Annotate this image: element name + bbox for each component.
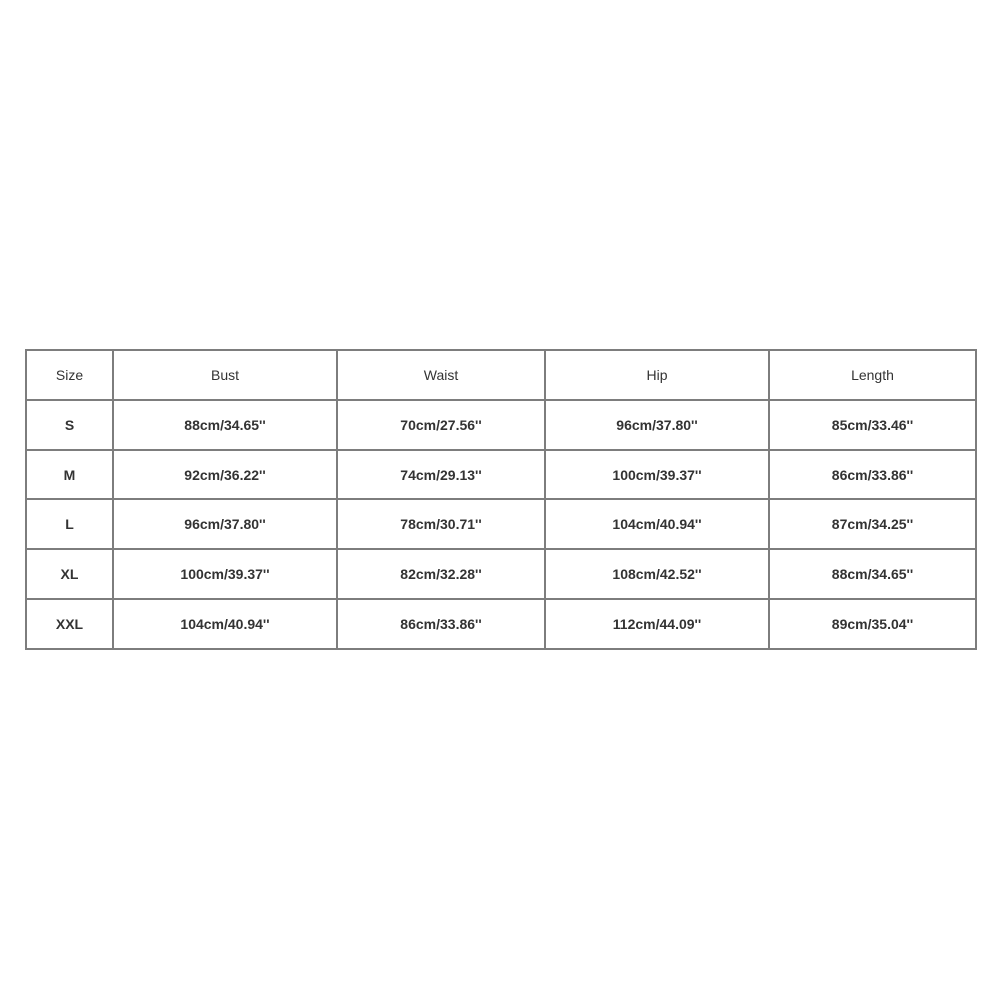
waist-cell: 78cm/30.71'' [337, 499, 545, 549]
length-cell: 85cm/33.46'' [769, 400, 976, 450]
waist-cell: 86cm/33.86'' [337, 599, 545, 649]
header-cell-waist: Waist [337, 350, 545, 400]
hip-cell: 100cm/39.37'' [545, 450, 769, 500]
bust-cell: 92cm/36.22'' [113, 450, 337, 500]
hip-cell: 108cm/42.52'' [545, 549, 769, 599]
hip-cell: 112cm/44.09'' [545, 599, 769, 649]
waist-cell: 70cm/27.56'' [337, 400, 545, 450]
table-row [26, 549, 976, 599]
table-row [26, 450, 976, 500]
table-row [26, 599, 976, 649]
bust-cell: 104cm/40.94'' [113, 599, 337, 649]
waist-cell: 82cm/32.28'' [337, 549, 545, 599]
size-cell: S [26, 400, 113, 450]
table-row [26, 499, 976, 549]
hip-cell: 104cm/40.94'' [545, 499, 769, 549]
length-cell: 87cm/34.25'' [769, 499, 976, 549]
table-row [26, 400, 976, 450]
bust-cell: 88cm/34.65'' [113, 400, 337, 450]
header-cell-length: Length [769, 350, 976, 400]
bust-cell: 100cm/39.37'' [113, 549, 337, 599]
length-cell: 88cm/34.65'' [769, 549, 976, 599]
table-header-row [26, 350, 976, 400]
size-chart-table [25, 349, 977, 650]
header-cell-size: Size [26, 350, 113, 400]
size-cell: M [26, 450, 113, 500]
size-cell: XXL [26, 599, 113, 649]
header-cell-hip: Hip [545, 350, 769, 400]
size-cell: XL [26, 549, 113, 599]
size-cell: L [26, 499, 113, 549]
header-cell-bust: Bust [113, 350, 337, 400]
length-cell: 86cm/33.86'' [769, 450, 976, 500]
bust-cell: 96cm/37.80'' [113, 499, 337, 549]
hip-cell: 96cm/37.80'' [545, 400, 769, 450]
length-cell: 89cm/35.04'' [769, 599, 976, 649]
waist-cell: 74cm/29.13'' [337, 450, 545, 500]
